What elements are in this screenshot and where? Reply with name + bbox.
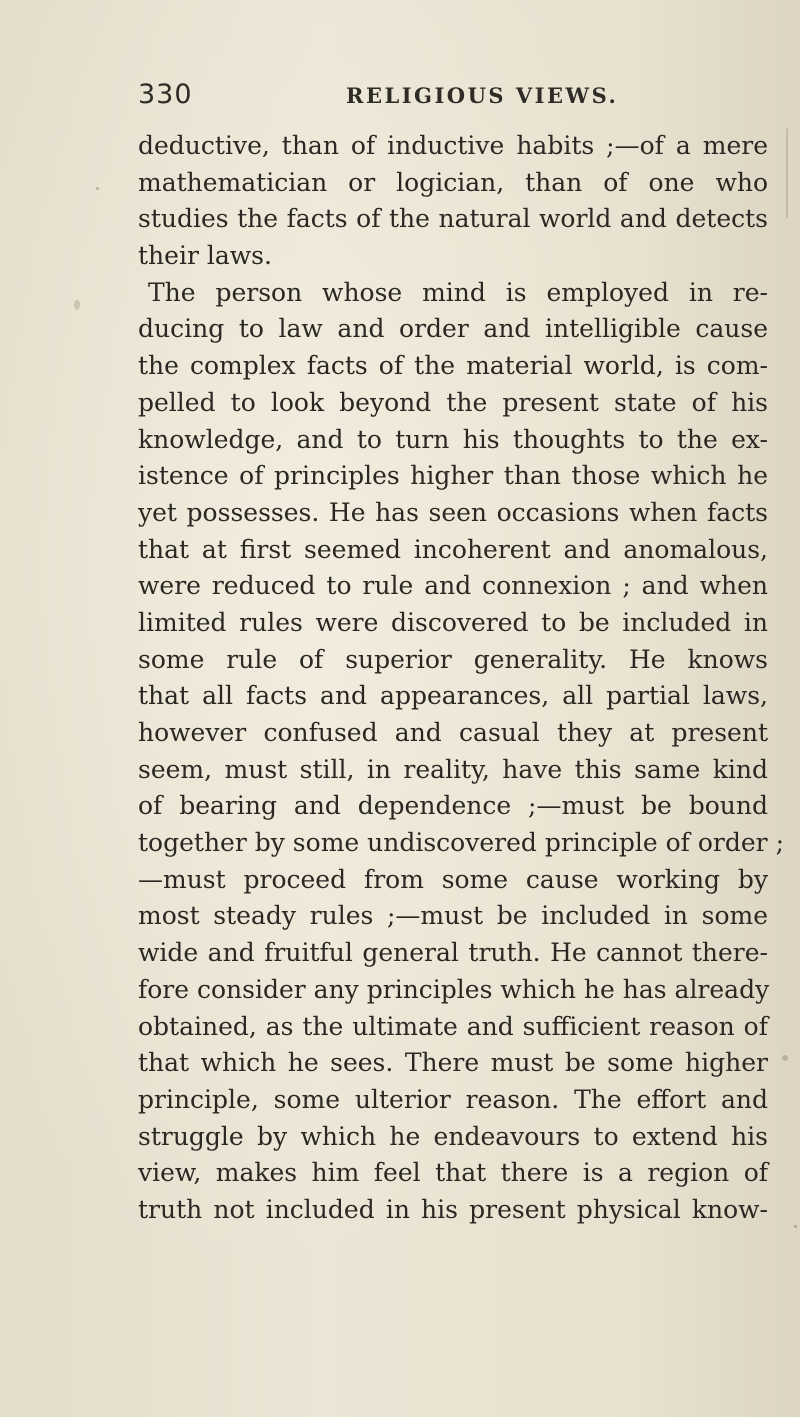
text-line: however confused and casual they at present [138,718,768,747]
page-number: 330 [138,79,193,110]
text-line: yet possesses. He has seen occasions when facts [138,497,768,527]
body-text [138,128,784,1229]
paper-speck [794,1225,797,1228]
text-line: the complex facts of the material world, is com- [138,351,768,381]
text-line: wide and fruitful general truth. He cannot there- [138,938,768,968]
text-line: were reduced to rule and connexion ; and when [138,571,768,601]
text-line: together by some undiscovered principle of order ; [138,828,784,858]
text-line: that at first seemed incoherent and anomalous, [138,534,768,564]
text-line: knowledge, and to turn his thoughts to the ex- [138,424,768,454]
text-line: of bearing and dependence ;—must be bound [138,791,768,821]
text-line: obtained, as the ultimate and sufficient reason of [138,1011,768,1041]
text-line: studies the facts of the natural world and detects [138,204,768,234]
text-line: truth not included in his present physical know- [138,1194,768,1224]
text-line: limited rules were discovered to be included in [138,607,768,637]
paper-speck [786,128,788,218]
text-line: most steady rules ;—must be included in some [138,901,768,931]
text-line: that all facts and appearances, all partial laws, [138,681,768,711]
running-head [138,79,778,119]
text-line: mathematician or logician, than of one who [138,167,768,197]
paper-speck [782,1055,788,1061]
text-line: some rule of superior generality. He knows [138,644,768,674]
text-line: seem, must still, in reality, have this same kind [138,754,768,784]
text-line: view, makes him feel that there is a region of [138,1158,768,1188]
text-line: istence of principles higher than those which he [138,461,768,491]
text-line: deductive, than of inductive habits ;—of a mere [138,131,768,160]
paper-speck [96,187,99,190]
text-line: that which he sees. There must be some higher [138,1048,768,1078]
paper-speck [74,300,80,310]
text-line: their laws. [138,241,272,271]
text-line: fore consider any principles which he has already [138,974,770,1004]
text-line: ducing to law and order and intelligible cause [138,314,768,344]
text-line: struggle by which he endeavours to extend his [138,1121,768,1151]
text-line: pelled to look beyond the present state of his [138,387,768,417]
text-line: principle, some ulterior reason. The effort and [138,1084,768,1114]
text-line: —must proceed from some cause working by [138,864,768,894]
paragraph-start-line: The person whose mind is employed in re- [148,277,768,307]
running-title: RELIGIOUS VIEWS. [346,83,619,108]
